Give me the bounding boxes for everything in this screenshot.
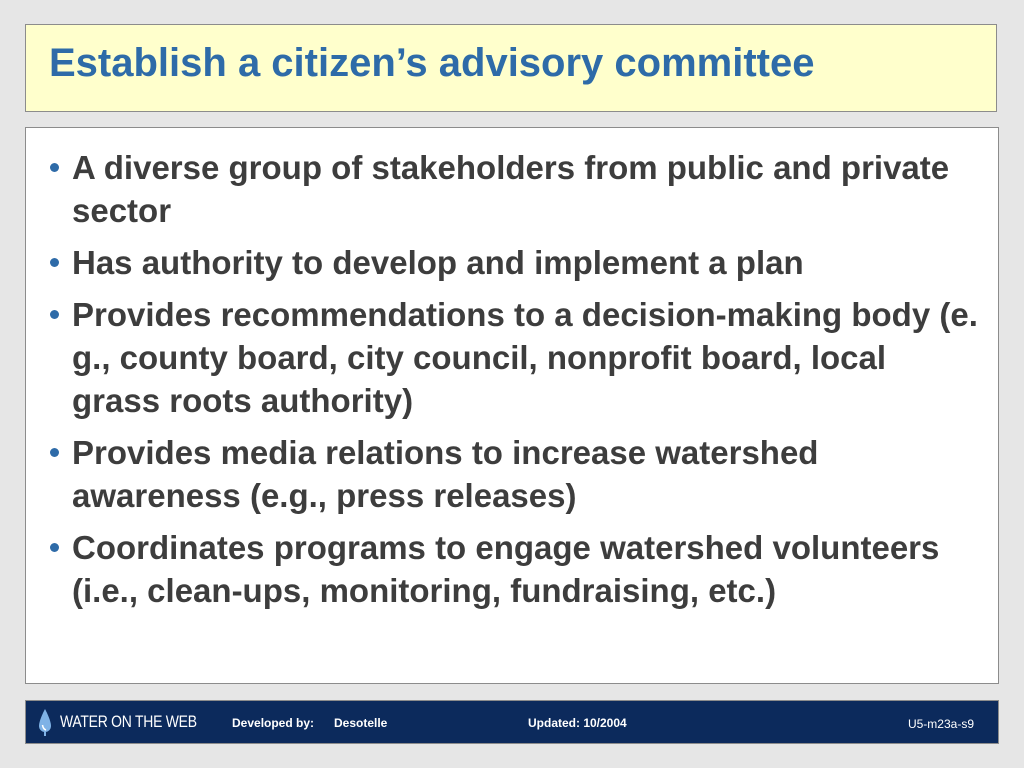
developed-by-label: Developed by:: [232, 716, 315, 730]
bullet-marker-icon: [50, 258, 59, 267]
bullet-marker-icon: [50, 543, 59, 552]
slide-id: U5-m23a-s9: [907, 717, 974, 731]
bullet-item: [48, 146, 978, 232]
content-panel: [25, 127, 999, 684]
bullet-item: [48, 431, 978, 517]
slide-title: Establish a citizen’s advisory committee: [49, 41, 815, 85]
bullet-list: [48, 146, 978, 621]
water-drop-icon: [36, 707, 54, 737]
water-on-the-web-logo: [36, 707, 227, 737]
title-panel: [25, 24, 997, 112]
bullet-text: Provides media relations to increase watershed awareness (e.g., press releases): [72, 434, 819, 514]
developed-by-value: Desotelle: [334, 716, 388, 730]
bullet-item: [48, 526, 978, 612]
footer-bar: [25, 700, 999, 744]
updated-date: Updated: 10/2004: [528, 716, 627, 730]
bullet-item: [48, 293, 978, 422]
bullet-text: Coordinates programs to engage watershed volunteers (i.e., clean-ups, monitoring, fundraising, etc.): [72, 529, 940, 609]
bullet-text: Provides recommendations to a decision-making body (e. g., county board, city council, nonprofit board, local grass roots authority): [72, 296, 978, 419]
logo-text: WATER ON THE WEB: [60, 712, 197, 731]
bullet-text: Has authority to develop and implement a plan: [72, 244, 804, 281]
bullet-marker-icon: [50, 448, 59, 457]
bullet-text: A diverse group of stakeholders from public and private sector: [72, 149, 950, 229]
bullet-marker-icon: [50, 310, 59, 319]
bullet-item: [48, 241, 978, 284]
bullet-marker-icon: [50, 163, 59, 172]
